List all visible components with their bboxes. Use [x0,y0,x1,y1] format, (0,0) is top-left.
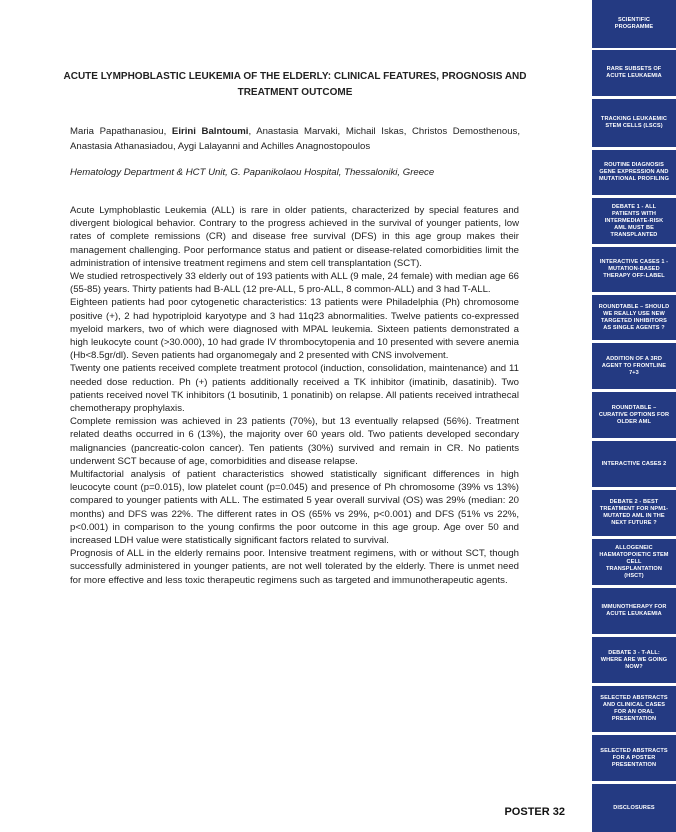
abstract-paragraph: Multifactorial analysis of patient characteristics showed statistically significant differences in high leucocyte count (p=0.015), low platelet count (p=0.045) and presence of Ph chromosome (39% vs 13%) compared to younger patients with ALL. The estimated 5 year overall survival (OS) was 29% (median: 20 months) and DFS was 22%. The different rates in OS (65% vs 29%, p<0.001) and DFS (51% vs 22%, p<0.001) in comparison to the young confirms the poor outcome in this age group. Age over 50 and increased LDH value were statistically significant factors related to survival. [70,469,519,547]
sidebar-item-roundtable-older-aml[interactable] [592,392,676,438]
presenting-author: Eirini Balntoumi [171,126,249,137]
sidebar-item-label: ROUNDTABLE – CURATIVE OPTIONS FOR OLDER AML [598,404,670,425]
abstract-title: ACUTE LYMPHOBLASTIC LEUKEMIA OF THE ELDERLY: CLINICAL FEATURES, PROGNOSIS AND TREATMENT OUTCOME [63,71,527,98]
sidebar-item-label: ADDITION OF A 3RD AGENT TO FRONTLINE 7+3 [601,355,667,376]
author-list [70,125,520,154]
sidebar-item-label: DEBATE 2 - BEST TREATMENT FOR NPM1-MUTATED AML IN THE NEXT FUTURE ? [599,499,669,526]
sidebar-item-disclosures[interactable] [592,784,676,832]
abstract-paragraph: Acute Lymphoblastic Leukemia (ALL) is rare in older patients, characterized by special features and divergent biological behavior. Contrary to the progress achieved in the survival of younger patients, low rates of complete remissions (CR) and disease free survival (DFS) in this age group makes their management challenging. Poor performance status and patient or disease-related comorbidities limit the administration of intensive treatment regimens and stem cell transplantation (SCT). [70,205,519,269]
sidebar-item-label: DEBATE 1 - ALL PATIENTS WITH INTERMEDIATE-RISK AML MUST BE TRANSPLANTED [604,203,664,238]
sidebar-item-label: DISCLOSURES [613,804,655,811]
sidebar-item-label: IMMUNOTHERAPY FOR ACUTE LEUKAEMIA [601,604,667,617]
abstract-body [70,204,519,587]
sidebar-item-immunotherapy[interactable] [592,588,676,634]
sidebar-item-label: INTERACTIVE CASES 2 [601,460,667,467]
sidebar-item-label: TRACKING LEUKAEMIC STEM CELLS (LSCS) [600,116,668,129]
sidebar-item-scientific-programme[interactable] [592,0,676,48]
sidebar-item-label: ROUTINE DIAGNOSIS GENE EXPRESSION AND MUTATIONAL PROFILING [598,162,670,182]
sidebar-item-debate-1[interactable] [592,198,676,244]
sidebar-nav [592,0,676,832]
authors-before: Maria Papathanasiou, [70,126,172,137]
sidebar-item-label: ALLOGENEIC HAEMATOPOIETIC STEM CELL TRANSPLANTATION (HSCT) [599,544,669,579]
abstract-paragraph: Complete remission was achieved in 23 patients (70%), but 13 eventually relapsed (56%). Treatment related deaths occurred in 6 (13%), the majority over 60 years old. Two patients developed secondary malignancies (pancreatic-colon cancer). Ten patients (30%) survived and remain in CR. No patients underwent SCT because of age, comorbidities and disease relapse. [70,416,519,467]
affiliation: Hematology Department & HCT Unit, G. Papanikolaou Hospital, Thessaloniki, Greece [70,167,435,178]
abstract-paragraph: We studied retrospectively 33 elderly out of 193 patients with ALL (9 male, 24 female) with median age 66 (55-85) years. Thirty patients had B-ALL (12 pre-ALL, 5 pro-ALL, 8 common-ALL) and 3 had T-ALL. [70,271,519,296]
sidebar-item-routine-diagnosis[interactable] [592,150,676,195]
sidebar-item-selected-abstracts-poster[interactable] [592,735,676,781]
authors-after: , Anastasia Marvaki, Michail Iskas, Christos Demosthenous, Anastasia Athanasiadou, Aygi Lalayanni and Achilles Anagnostopoulos [70,126,520,152]
sidebar-item-interactive-cases-2[interactable] [592,441,676,487]
sidebar-item-rare-subsets[interactable] [592,50,676,96]
sidebar-item-label: SELECTED ABSTRACTS FOR A POSTER PRESENTATION [600,747,668,768]
sidebar-item-label: ROUNDTABLE – SHOULD WE REALLY USE NEW TARGETED INHIBITORS AS SINGLE AGENTS ? [598,303,670,331]
sidebar-item-label: INTERACTIVE CASES 1 - MUTATION-BASED THERAPY OFF-LABEL [599,259,669,279]
sidebar-item-label: SCIENTIFIC PROGRAMME [614,17,654,30]
abstract-paragraph: Prognosis of ALL in the elderly remains poor. Intensive treatment regimens, with or without SCT, though successfully administered in younger patients, are not well tolerated by the elderly. There is unmet need for more effective and less toxic therapeutic regimens such as targeted and immunotherapeutic agents. [70,548,519,586]
sidebar-item-label: RARE SUBSETS OF ACUTE LEUKAEMIA [606,66,662,79]
sidebar-item-debate-3[interactable] [592,637,676,683]
sidebar-item-debate-2[interactable] [592,490,676,536]
sidebar-item-selected-abstracts-oral[interactable] [592,686,676,732]
sidebar-item-label: SELECTED ABSTRACTS AND CLINICAL CASES FOR AN ORAL PRESENTATION [600,695,668,722]
sidebar-item-label: DEBATE 3 - T-ALL: WHERE ARE WE GOING NOW? [600,649,668,670]
abstract-paragraph: Eighteen patients had poor cytogenetic characteristics: 13 patients were Philadelphia (Ph) chromosome positive (+), 2 had hypotriploid karyotype and 3 had 11q23 abnormalities. Twelve patients co-expressed myeloid markers, two of which were diagnosed with MPAL leukemia. Sixteen patients demonstrated a high leukocyte count (>30.000), 10 had grade IV thrombocytopenia and 10 presented with severe anemia (Hb<8.5gr/dl). Seven patients had organomegaly and 2 presented with CNS involvement. [70,297,519,362]
sidebar-item-roundtable-targeted-inhibitors[interactable] [592,295,676,340]
abstract-paragraph: Twenty one patients received complete treatment protocol (induction, consolidation, maintenance) and 11 needed dose reduction. Ph (+) patients additionally received a TK inhibitor (imatinib, dasatinib). Two patients received novel TK inhibitors (1 bosutinib, 1 ponatinib) on relapse. All patients received intrathecal chemotherapy prophylaxis. [70,363,519,415]
sidebar-item-allogeneic-hsct[interactable] [592,539,676,585]
sidebar-item-interactive-cases-1[interactable] [592,247,676,292]
sidebar-item-third-agent[interactable] [592,343,676,389]
poster-label: POSTER 32 [504,806,565,818]
sidebar-item-tracking-lscs[interactable] [592,99,676,147]
